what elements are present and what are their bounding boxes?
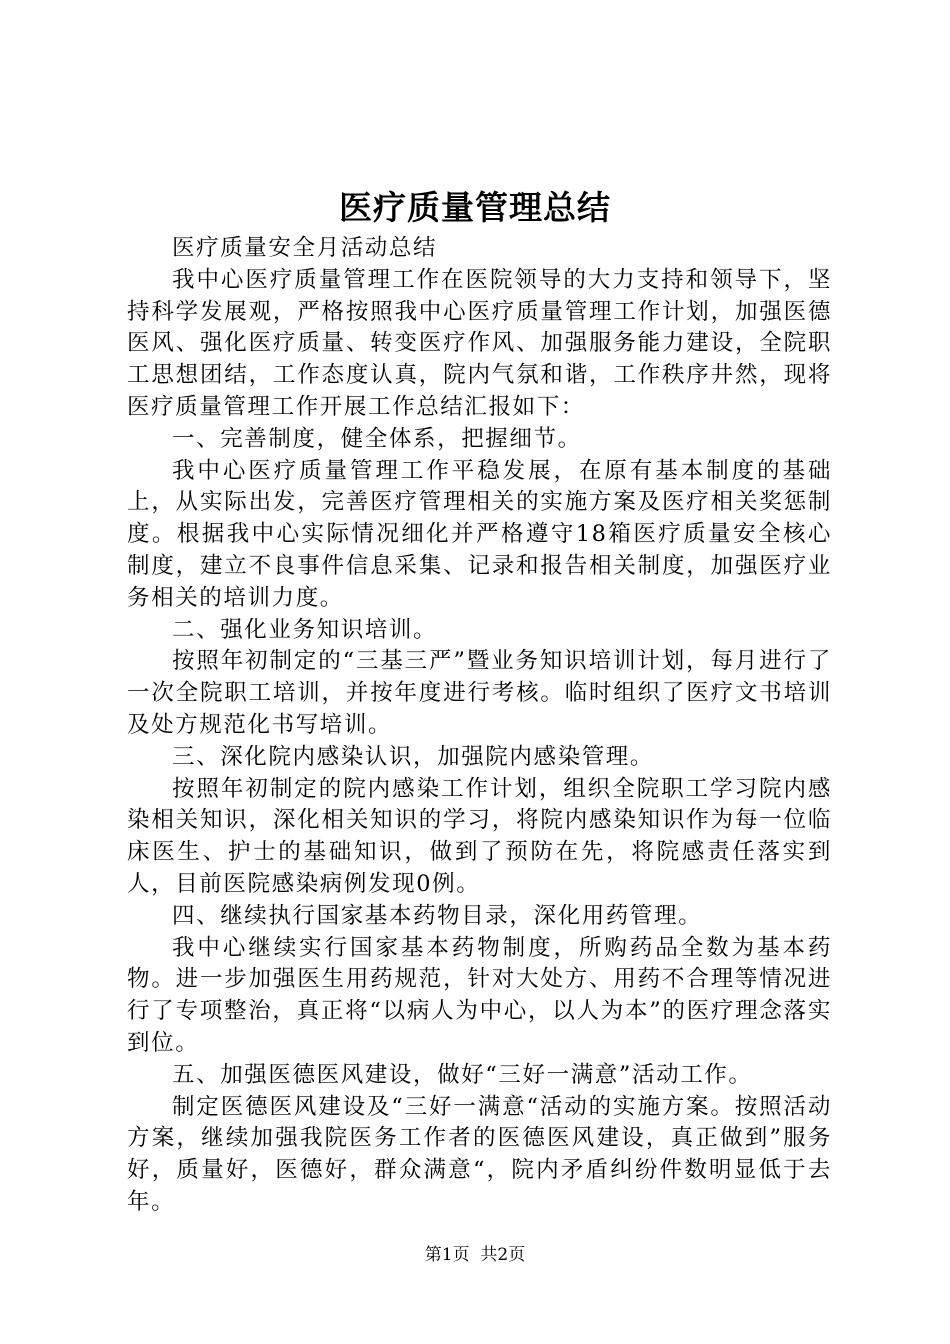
section-body-3: 按照年初制定的院内感染工作计划，组织全院职工学习院内感染相关知识，深化相关知识的学习，将院内感染知识作为每一位临床医生、护士的基础知识，做到了预防在先，将院感责任落实到人，目前医院感染病例发现0例。 (127, 775, 832, 897)
section-heading-1: 一、完善制度，健全体系，把握细节。 (172, 425, 582, 452)
section-body-2: 按照年初制定的“三基三严”暨业务知识培训计划，每月进行了一次全院职工培训，并按年度进行考核。临时组织了医疗文书培训及处方规范化书写培训。 (127, 648, 832, 738)
paragraph-subtitle: 医疗质量安全月活动总结 (172, 235, 438, 261)
section-heading-5: 五、加强医德医风建设，做好“三好一满意”活动工作。 (172, 1061, 753, 1088)
section-heading-4: 四、继续执行国家基本药物目录，深化用药管理。 (172, 902, 703, 929)
section-body-4: 我中心继续实行国家基本药物制度，所购药品全数为基本药物。进一步加强医生用药规范，针对大处方、用药不合理等情况进行了专项整治，真正将“以病人为中心，以人为本”的医疗理念落实到位。 (127, 934, 832, 1056)
section-heading-2: 二、强化业务知识培训。 (172, 616, 438, 643)
page-number-footer: 第1页 共2页 (424, 1245, 526, 1265)
section-body-5: 制定医德医风建设及“三好一满意“活动的实施方案。按照活动方案，继续加强我院医务工作者的医德医风建设，真正做到”服务好，质量好，医德好，群众满意“，院内矛盾纠纷件数明显低于去年。 (127, 1093, 832, 1215)
section-heading-3: 三、深化院内感染认识，加强院内感染管理。 (172, 743, 655, 770)
document-body (127, 233, 832, 1219)
document-title: 医疗质量管理总结 (339, 188, 611, 227)
paragraph-intro: 我中心医疗质量管理工作在医院领导的大力支持和领导下，坚持科学发展观，严格按照我中心医疗质量管理工作计划，加强医德医风、强化医疗质量、转变医疗作风、加强服务能力建设，全院职工思想团结，工作态度认真，院内气氛和谐，工作秩序井然，现将医疗质量管理工作开展工作总结汇报如下： (127, 266, 832, 420)
section-body-1: 我中心医疗质量管理工作平稳发展，在原有基本制度的基础上，从实际出发，完善医疗管理相关的实施方案及医疗相关奖惩制度。根据我中心实际情况细化并严格遵守18箱医疗质量安全核心制度，建立不良事件信息采集、记录和报告相关制度，加强医疗业务相关的培训力度。 (127, 457, 832, 611)
